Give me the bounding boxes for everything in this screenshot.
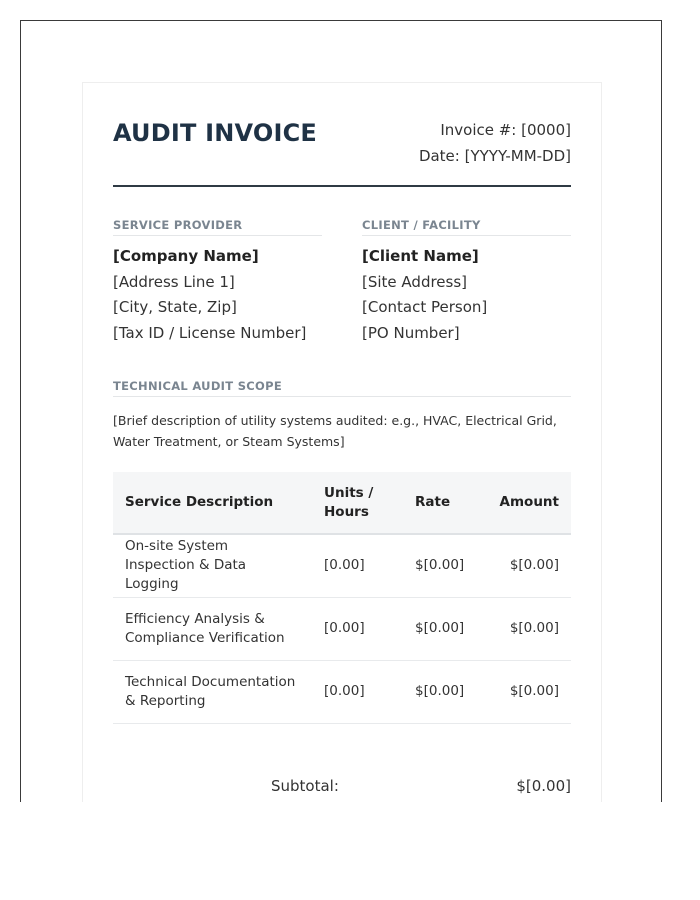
audit-scope-section xyxy=(113,379,571,452)
row-units: [0.00] xyxy=(312,534,403,597)
row-units: [0.00] xyxy=(312,597,403,660)
row-rate: $[0.00] xyxy=(403,597,481,660)
table-row xyxy=(113,534,571,597)
provider-name: [Company Name] xyxy=(113,247,259,265)
row-amount: $[0.00] xyxy=(481,660,571,723)
audit-scope-text: [Brief description of utility systems audited: e.g., HVAC, Electrical Grid, Water Treatment, or Steam Systems] xyxy=(113,413,557,449)
row-rate: $[0.00] xyxy=(403,534,481,597)
row-description: Technical Documentation & Reporting xyxy=(113,660,312,723)
service-provider-heading: SERVICE PROVIDER xyxy=(113,218,322,236)
provider-city: [City, State, Zip] xyxy=(113,298,237,316)
provider-address: [Address Line 1] xyxy=(113,272,235,291)
subtotal-value: $[0.00] xyxy=(516,777,571,795)
table-row xyxy=(113,597,571,660)
client-block xyxy=(362,218,571,346)
service-provider-block xyxy=(113,218,322,346)
col-header-rate: Rate xyxy=(403,472,481,534)
row-rate: $[0.00] xyxy=(403,660,481,723)
client-po: [PO Number] xyxy=(362,323,460,342)
table-row xyxy=(113,660,571,723)
audit-scope-heading: TECHNICAL AUDIT SCOPE xyxy=(113,379,571,397)
col-header-units: Units / Hours xyxy=(312,472,403,534)
row-amount: $[0.00] xyxy=(481,534,571,597)
client-heading: CLIENT / FACILITY xyxy=(362,218,571,236)
invoice-date: Date: [YYYY-MM-DD] xyxy=(418,147,571,165)
client-name: [Client Name] xyxy=(362,247,479,265)
col-header-description: Service Description xyxy=(113,472,312,534)
service-table xyxy=(113,472,571,724)
header-divider xyxy=(113,185,571,187)
provider-tax-id: [Tax ID / License Number] xyxy=(113,323,307,342)
row-description: On-site System Inspection & Data Logging xyxy=(113,534,312,597)
table-header-row xyxy=(113,472,571,534)
invoice-title: AUDIT INVOICE xyxy=(113,119,318,147)
document-frame xyxy=(20,20,662,802)
row-amount: $[0.00] xyxy=(481,597,571,660)
invoice-number: Invoice #: [0000] xyxy=(440,121,571,139)
subtotal-label: Subtotal: xyxy=(271,777,339,795)
row-units: [0.00] xyxy=(312,660,403,723)
client-site: [Site Address] xyxy=(362,272,468,291)
client-contact: [Contact Person] xyxy=(362,298,488,316)
row-description: Efficiency Analysis & Compliance Verification xyxy=(113,597,312,660)
invoice-meta xyxy=(419,117,571,169)
invoice-sheet xyxy=(82,82,602,802)
col-header-amount: Amount xyxy=(481,472,571,534)
